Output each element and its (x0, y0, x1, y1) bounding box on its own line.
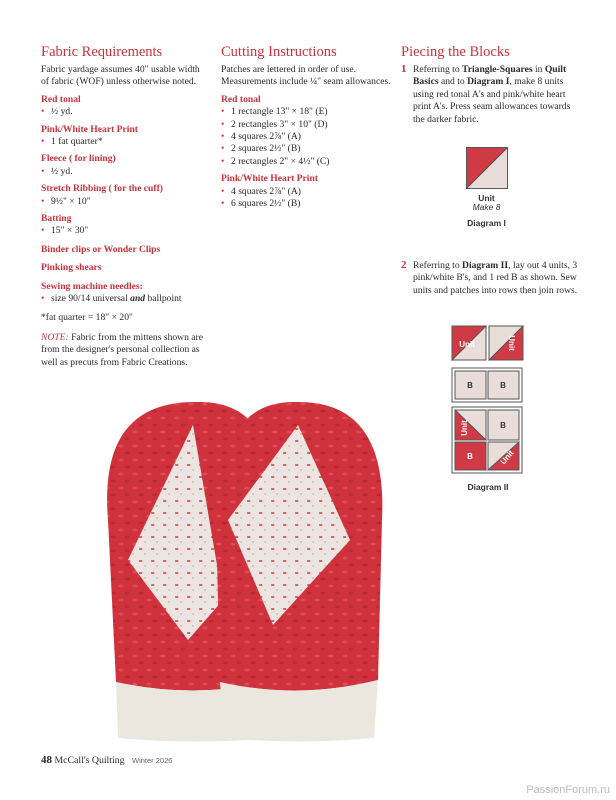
svg-text:B: B (467, 452, 473, 461)
piecing-title: Piecing the Blocks (401, 44, 510, 60)
group-label: Pink/White Heart Print (221, 173, 318, 185)
unit-tile (455, 410, 486, 440)
list-item: • 15" × 30" (41, 225, 206, 237)
svg-text:Unit: Unit (507, 335, 516, 351)
svg-text:Unit: Unit (460, 420, 469, 436)
pinking-shears-label: Pinking shears (41, 262, 102, 274)
unit-tile (488, 442, 519, 470)
fabric-intro: Fabric yardage assumes 40" usable width of fabric (WOF) unless otherwise noted. (41, 64, 200, 88)
binder-clips-label: Binder clips or Wonder Clips (41, 243, 161, 255)
needles-label: Sewing machine needles: (41, 280, 143, 292)
diagram-caption: Diagram II (467, 482, 509, 492)
cutting-intro: Patches are lettered in order of use. Measurements include ¼" seam allowances. (221, 64, 391, 88)
svg-text:Unit: Unit (459, 340, 475, 349)
unit-tile (452, 326, 486, 360)
designer-note: NOTE: Fabric from the mittens shown are from the designer's personal collection as well as precuts from Fabric Creations. (41, 331, 203, 368)
list-item: • 1 fat quarter* (41, 136, 206, 148)
group-label: Stretch Ribbing ( for the cuff) (41, 183, 163, 195)
step-number: 1 (401, 63, 407, 75)
svg-text:Unit: Unit (498, 448, 516, 467)
mittens-photo (88, 400, 400, 742)
step-2-wrap (401, 260, 581, 297)
unit-label: Unit (478, 193, 495, 203)
needles-item: • size 90/14 universal and ballpoint (41, 293, 206, 305)
cutting-list-red (221, 106, 391, 168)
step-1: 1 Referring to Triangle-Squares in Quilt Basics and to Diagram I, make 8 units using red tonal A's and pink/white heart print A's. Press seam allowances towards the darker fabric. (401, 63, 571, 125)
make-label: Make 8 (472, 202, 501, 212)
list-item: • 1 rectangle 13" × 18" (E) (221, 106, 391, 118)
fabric-group-pink (41, 124, 206, 149)
step-number: 2 (401, 259, 407, 271)
svg-text:B: B (467, 381, 473, 390)
step-2: 2 Referring to Diagram II, lay out 4 units, 3 pink/white B's, and 1 red B as shown. Sew units and patches into rows then join rows. (401, 259, 578, 296)
cutting-list-pink (221, 186, 391, 211)
fabric-title: Fabric Requirements (41, 44, 163, 60)
cutting-instructions (221, 44, 391, 210)
list-item: • 4 squares 2⅞" (A) (221, 131, 391, 143)
list-item: • ½ yd. (41, 106, 206, 118)
diagram-1 (459, 147, 514, 228)
list-item: • 2 rectangles 2" × 4½" (C) (221, 156, 391, 168)
list-item: • ½ yd. (41, 166, 206, 178)
group-label: Red tonal (41, 93, 81, 105)
list-item: • 6 squares 2½" (B) (221, 198, 391, 210)
fabric-group-fleece (41, 153, 206, 178)
issue-label: Winter 2026 (131, 756, 173, 765)
fat-quarter-note: *fat quarter = 18" × 20" (41, 311, 133, 323)
page-number: 48 (41, 754, 52, 766)
group-label: Red tonal (221, 93, 261, 105)
mittens-illustration (88, 400, 400, 742)
diagram-caption: Diagram I (467, 218, 506, 228)
list-item: • 2 squares 2½" (B) (221, 143, 391, 155)
group-label: Batting (41, 213, 72, 225)
list-item: • 2 rectangles 3" × 10" (D) (221, 119, 391, 131)
watermark: PassionForum.ru (526, 784, 610, 796)
unit-tile (489, 326, 523, 360)
page-footer (41, 754, 172, 766)
fabric-group-batting (41, 213, 206, 238)
group-label: Pink/White Heart Print (41, 123, 138, 135)
fabric-group-red (41, 94, 206, 119)
svg-text:B: B (500, 381, 506, 390)
fabric-group-ribbing (41, 183, 206, 208)
fabric-requirements (41, 44, 206, 369)
svg-text:B: B (500, 421, 506, 430)
cutting-title: Cutting Instructions (221, 44, 337, 60)
magazine-name: McCall's Quilting (54, 755, 125, 766)
piecing-the-blocks (401, 44, 581, 126)
group-label: Fleece ( for lining) (41, 153, 116, 165)
diagram-2 (451, 325, 525, 492)
list-item: • 4 squares 2⅞" (A) (221, 186, 391, 198)
list-item: • 9½" × 10" (41, 196, 206, 208)
triangle-square-unit (466, 147, 508, 189)
diagram-2-art (451, 325, 525, 475)
